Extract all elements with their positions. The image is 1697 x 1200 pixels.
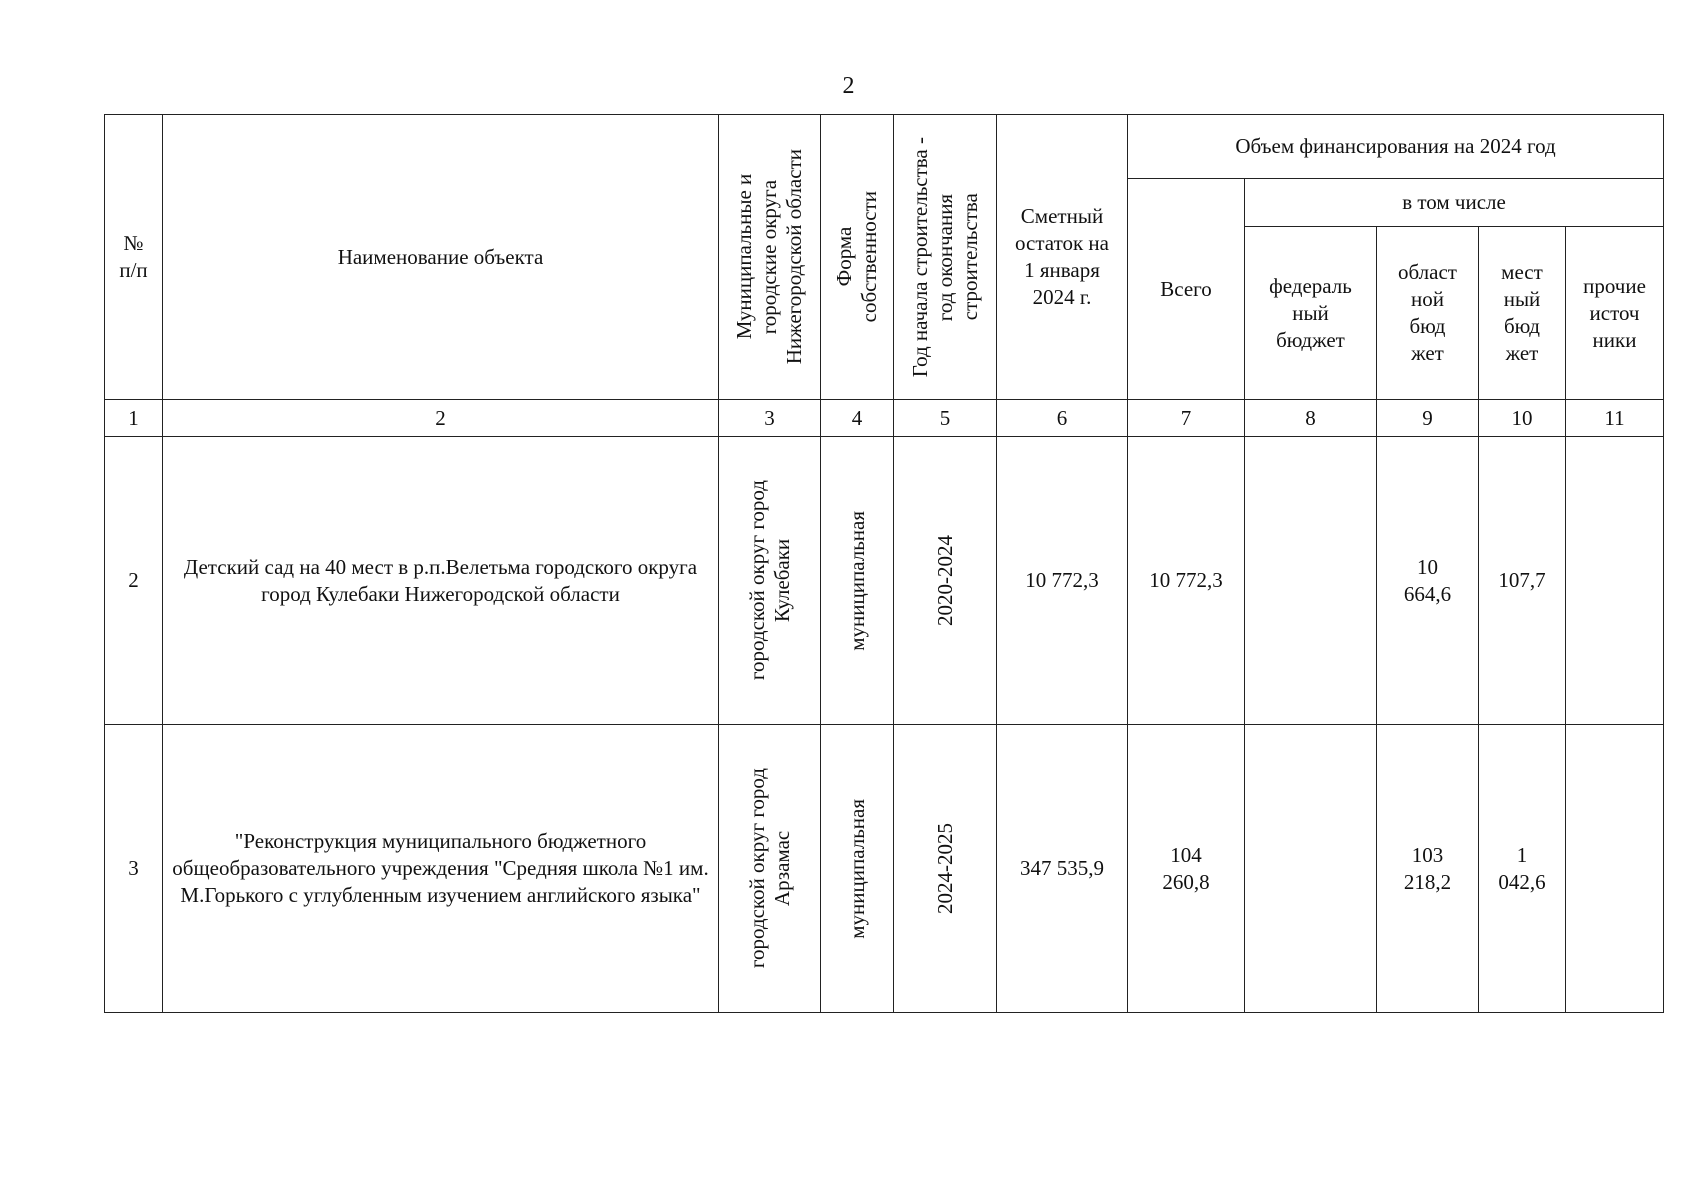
row-remainder: 10 772,3 [997,437,1128,725]
objects-table [104,114,1664,1013]
header-local: мест ный бюд жет [1479,227,1566,400]
row-ownership [821,437,894,725]
header-years [894,115,997,400]
row-years [894,725,997,1013]
header-municipality-text: Муниципальные и городские округа Нижегородской области [732,149,806,365]
row-num: 2 [105,437,163,725]
column-number: 9 [1377,400,1479,437]
row-years-text: 2020-2024 [932,535,957,626]
row-regional: 103 218,2 [1377,725,1479,1013]
column-number: 5 [894,400,997,437]
row-ownership-text: муниципальная [844,798,869,939]
row-federal [1245,437,1377,725]
column-number: 1 [105,400,163,437]
header-financing: Объем финансирования на 2024 год [1128,115,1664,179]
header-name: Наименование объекта [163,115,719,400]
row-local: 1 042,6 [1479,725,1566,1013]
column-number: 11 [1566,400,1664,437]
row-remainder: 347 535,9 [997,725,1128,1013]
header-ownership [821,115,894,400]
header-num: № п/п [105,115,163,400]
header-federal: федераль ный бюджет [1245,227,1377,400]
row-other [1566,725,1664,1013]
page-number: 2 [842,73,855,99]
row-other [1566,437,1664,725]
column-number: 6 [997,400,1128,437]
column-number: 10 [1479,400,1566,437]
header-remainder: Сметный остаток на 1 января 2024 г. [997,115,1128,400]
header-total: Всего [1128,179,1245,400]
row-local: 107,7 [1479,437,1566,725]
table-row [105,725,1664,1013]
row-total: 10 772,3 [1128,437,1245,725]
row-ownership [821,725,894,1013]
row-object-name: "Реконструкция муниципального бюджетного общеобразовательного учреждения "Средняя школа №1 им. М.Горького с углубленным изучением английского языка" [163,725,719,1013]
column-numbers-row [105,400,1664,437]
column-number: 4 [821,400,894,437]
header-including: в том числе [1245,179,1664,227]
header-row-1 [105,115,1664,179]
row-federal [1245,725,1377,1013]
row-municipality [719,437,821,725]
column-number: 8 [1245,400,1377,437]
row-ownership-text: муниципальная [844,510,869,651]
header-years-text: Год начала строительства - год окончания строительства [907,136,982,378]
row-municipality [719,725,821,1013]
header-other: прочие источ ники [1566,227,1664,400]
row-years-text: 2024-2025 [932,823,957,914]
row-years [894,437,997,725]
header-municipality [719,115,821,400]
row-num: 3 [105,725,163,1013]
column-number: 7 [1128,400,1245,437]
row-municipality-text: городской округ город Арзамас [744,768,794,969]
header-ownership-text: Форма собственности [832,191,881,323]
row-municipality-text: городской округ город Кулебаки [744,480,794,681]
column-number: 3 [719,400,821,437]
table-row [105,437,1664,725]
header-regional: област ной бюд жет [1377,227,1479,400]
row-total: 104 260,8 [1128,725,1245,1013]
row-object-name: Детский сад на 40 мест в р.п.Велетьма городского округа город Кулебаки Нижегородской области [163,437,719,725]
column-number: 2 [163,400,719,437]
row-regional: 10 664,6 [1377,437,1479,725]
